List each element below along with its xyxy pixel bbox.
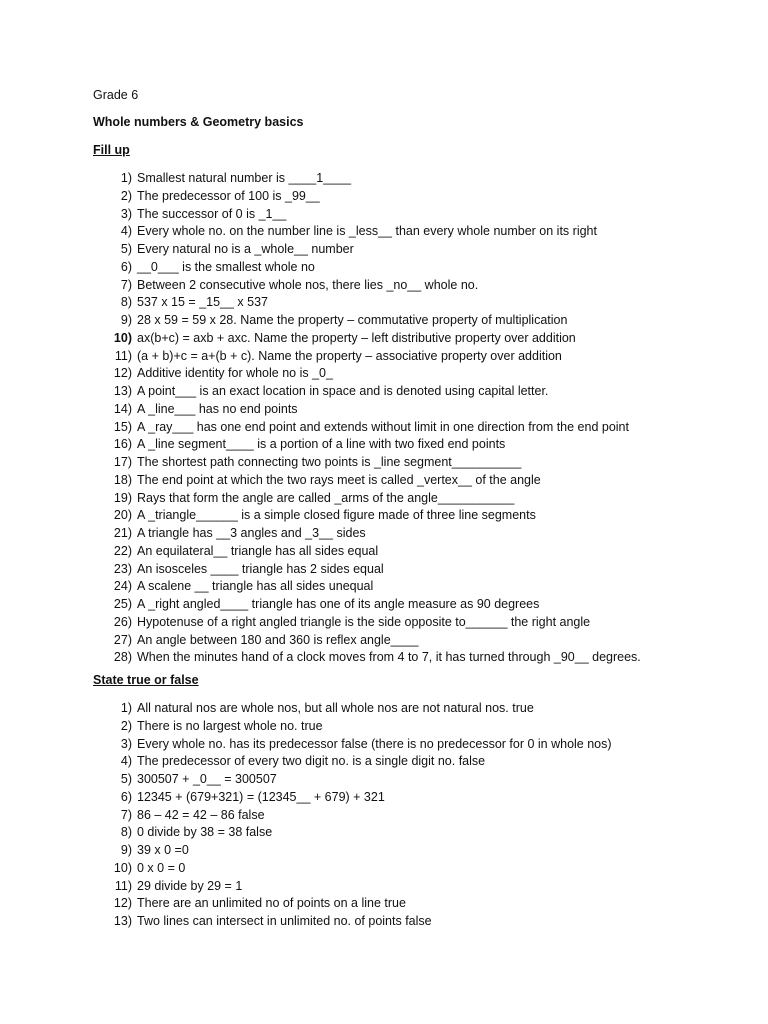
list-item: [93, 913, 612, 931]
item-number: 13): [113, 914, 132, 928]
item-text: (a + b)+c = a+(b + c). Name the property – associative property over addition: [137, 348, 562, 363]
list-item: [93, 842, 612, 860]
item-number: 3): [120, 206, 132, 221]
item-number: 21): [113, 526, 132, 540]
item-text: The shortest path connecting two points is _line segment__________: [137, 455, 522, 469]
item-text: There is no largest whole no. true: [137, 718, 323, 733]
list-item: [93, 614, 641, 632]
item-number: 22): [113, 543, 132, 558]
item-number: 23): [113, 561, 132, 576]
item-number: 19): [113, 490, 132, 505]
item-number: 6): [120, 259, 132, 274]
list-item: [93, 525, 641, 543]
item-text: A point___ is an exact location in space and is denoted using capital letter.: [137, 384, 549, 398]
item-number: 18): [113, 472, 132, 487]
list-item: [93, 259, 641, 277]
item-text: When the minutes hand of a clock moves from 4 to 7, it has turned through _90__ degrees.: [137, 650, 641, 665]
item-text: A _line segment____ is a portion of a line with two fixed end points: [137, 437, 506, 452]
item-number: 28): [113, 650, 132, 665]
item-text: 12345 + (679+321) = (12345__ + 679) + 321: [137, 789, 385, 804]
item-number: 20): [113, 508, 132, 523]
item-text: An isosceles ____ triangle has 2 sides equal: [137, 561, 384, 576]
item-text: 537 x 15 = _15__ x 537: [137, 295, 269, 310]
item-number: 4): [120, 224, 132, 239]
list-item: [93, 472, 641, 490]
item-number: 25): [113, 597, 132, 611]
item-number: 1): [120, 701, 132, 715]
item-number: 10): [113, 860, 132, 875]
item-text: 300507 + _0__ = 300507: [137, 772, 277, 786]
item-text: Additive identity for whole no is _0_: [137, 366, 333, 381]
item-text: ax(b+c) = axb + axc. Name the property – left distributive property over addition: [137, 330, 576, 345]
list-item: [93, 895, 612, 913]
item-text: 29 divide by 29 = 1: [137, 878, 243, 893]
item-number: 2): [120, 718, 132, 733]
item-number: 8): [120, 295, 132, 310]
item-text: A triangle has __3 angles and _3__ sides: [137, 526, 366, 540]
item-number: 5): [120, 242, 132, 256]
item-text: Smallest natural number is ____1____: [137, 171, 352, 185]
item-number: 16): [113, 437, 132, 452]
item-number: 2): [120, 188, 132, 203]
list-item: [93, 753, 612, 771]
list-item: [93, 507, 641, 525]
list-item: [93, 277, 641, 295]
item-number: 26): [113, 614, 132, 629]
item-text: The end point at which the two rays meet is called _vertex__ of the angle: [137, 472, 541, 487]
item-number: 11): [114, 348, 132, 363]
item-number: 6): [120, 789, 132, 804]
item-number: 12): [113, 366, 132, 381]
list-item: [93, 578, 641, 596]
list-item: [93, 700, 612, 718]
list-item: [93, 436, 641, 454]
list-item: [93, 649, 641, 667]
list-item: [93, 206, 641, 224]
item-text: Every natural no is a _whole__ number: [137, 242, 354, 256]
item-text: A _line___ has no end points: [137, 401, 298, 416]
item-text: 28 x 59 = 59 x 28. Name the property – commutative property of multiplication: [137, 313, 568, 327]
fill-up-list: [93, 170, 641, 667]
item-number: 13): [113, 384, 132, 398]
item-number: 17): [113, 455, 132, 469]
item-text: Two lines can intersect in unlimited no. of points false: [137, 914, 432, 928]
item-text: Hypotenuse of a right angled triangle is the side opposite to______ the right angle: [137, 614, 591, 629]
list-item: [93, 490, 641, 508]
item-number: 4): [120, 754, 132, 769]
item-number: 15): [113, 419, 132, 434]
list-item: [93, 419, 641, 437]
item-number: 24): [113, 579, 132, 594]
item-number: 7): [120, 807, 132, 822]
item-number: 8): [120, 825, 132, 840]
list-item: [93, 807, 612, 825]
item-number: 7): [120, 277, 132, 292]
list-item: [93, 736, 612, 754]
list-item: [93, 223, 641, 241]
item-text: 39 x 0 =0: [137, 843, 189, 857]
item-number: 11): [114, 878, 132, 893]
list-item: [93, 771, 612, 789]
item-number: 9): [120, 313, 132, 327]
item-text: All natural nos are whole nos, but all whole nos are not natural nos. true: [137, 701, 534, 715]
true-false-heading: State true or false: [93, 673, 199, 687]
item-text: An angle between 180 and 360 is reflex angle____: [137, 632, 419, 647]
list-item: [93, 330, 641, 348]
list-item: [93, 561, 641, 579]
item-text: The predecessor of 100 is _99__: [137, 188, 320, 203]
list-item: [93, 596, 641, 614]
document-title: Whole numbers & Geometry basics: [93, 115, 304, 129]
list-item: [93, 718, 612, 736]
item-number: 12): [113, 896, 132, 911]
item-text: An equilateral__ triangle has all sides equal: [137, 543, 379, 558]
list-item: [93, 294, 641, 312]
item-text: Every whole no. has its predecessor false (there is no predecessor for 0 in whole nos): [137, 736, 612, 751]
list-item: [93, 824, 612, 842]
item-number: 10): [113, 330, 132, 345]
item-number: 5): [120, 772, 132, 786]
list-item: [93, 860, 612, 878]
list-item: [93, 170, 641, 188]
item-text: A _ray___ has one end point and extends without limit in one direction from the end point: [137, 419, 629, 434]
list-item: [93, 878, 612, 896]
list-item: [93, 348, 641, 366]
item-text: The successor of 0 is _1__: [137, 206, 287, 221]
list-item: [93, 543, 641, 561]
list-item: [93, 632, 641, 650]
item-text: 86 – 42 = 42 – 86 false: [137, 807, 265, 822]
item-text: 0 x 0 = 0: [137, 860, 186, 875]
list-item: [93, 454, 641, 472]
list-item: [93, 365, 641, 383]
item-text: A scalene __ triangle has all sides unequal: [137, 579, 374, 594]
list-item: [93, 312, 641, 330]
fill-up-heading: Fill up: [93, 143, 130, 157]
item-number: 3): [120, 736, 132, 751]
item-number: 14): [113, 401, 132, 416]
list-item: [93, 188, 641, 206]
item-text: A _triangle______ is a simple closed figure made of three line segments: [137, 508, 536, 523]
item-text: __0___ is the smallest whole no: [137, 259, 315, 274]
true-false-list: [93, 700, 612, 931]
item-text: 0 divide by 38 = 38 false: [137, 825, 273, 840]
item-text: Between 2 consecutive whole nos, there lies _no__ whole no.: [137, 277, 479, 292]
item-text: Every whole no. on the number line is _less__ than every whole number on its right: [137, 224, 597, 239]
item-number: 9): [120, 843, 132, 857]
item-text: The predecessor of every two digit no. is a single digit no. false: [137, 754, 486, 769]
item-number: 1): [120, 171, 132, 185]
list-item: [93, 241, 641, 259]
item-text: Rays that form the angle are called _arms of the angle___________: [137, 490, 515, 505]
list-item: [93, 401, 641, 419]
item-text: There are an unlimited no of points on a line true: [137, 896, 406, 911]
list-item: [93, 789, 612, 807]
item-number: 27): [113, 632, 132, 647]
grade-label: Grade 6: [93, 88, 139, 102]
list-item: [93, 383, 641, 401]
item-text: A _right angled____ triangle has one of its angle measure as 90 degrees: [137, 597, 540, 611]
